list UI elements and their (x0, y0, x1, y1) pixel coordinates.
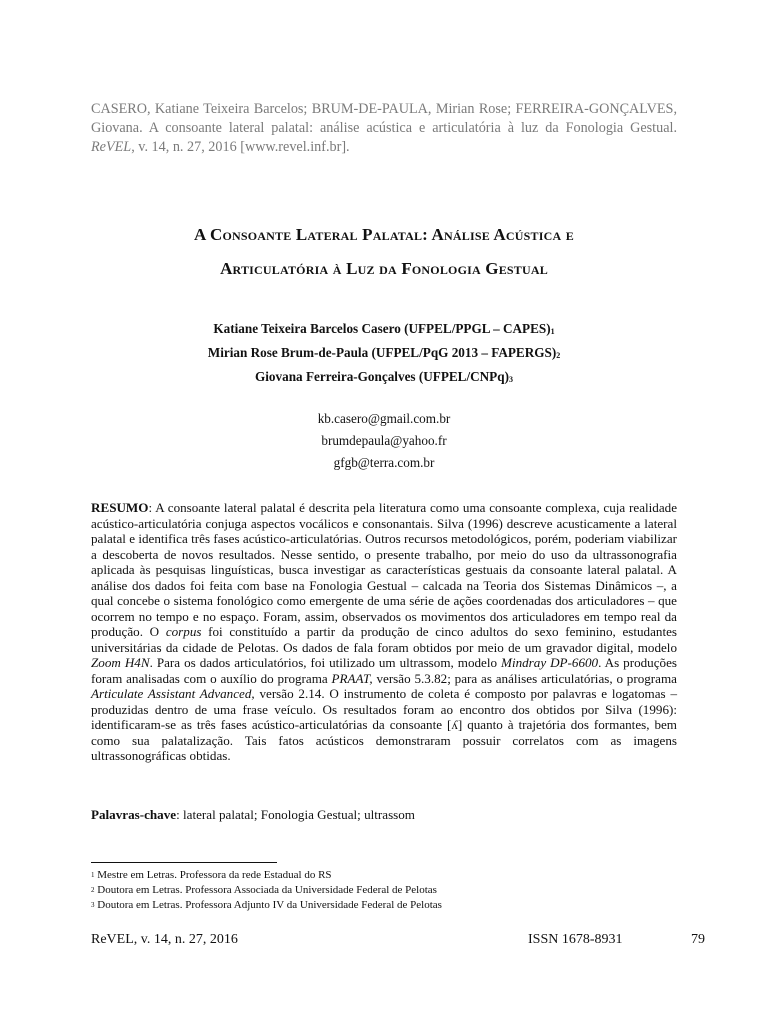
abstract-text-1: : A consoante lateral palatal é descrita pela literatura como uma consoante complexa, cuja realidade acústico-articulatória conjuga aspectos vocálicos e consonantais. Silva (1996) descreve acusticamente a lateral palatal e identifica três fases acústico-articulatórias. Outros recursos metodológicos, porém, poderiam viabilizar a descoberta de novos resultados. Nesse sentido, o presente trabalho, por meio do uso da ultrassonografia aplicada às pesquisas linguísticas, busca investigar as características gestuais da consoante lateral palatal. A análise dos dados foi feita com base na Fonologia Gestual – calcada na Teoria dos Sistemas Dinâmicos –, a qual concebe o sistema fonológico como emergente de uma série de ações coordenadas dos articuladores – que ocorrem no tempo e no espaço. Foram, assim, observados os movimentos dos articuladores em tempo real da produção. O (91, 500, 677, 639)
footer-issn: ISSN 1678-8931 (528, 932, 623, 947)
author-1-note: 1 (550, 327, 555, 336)
email-3[interactable]: gfgb@terra.com.br (333, 455, 435, 470)
abstract-mindray: Mindray DP-6600 (501, 655, 599, 670)
abstract-text-5: versão 5.3.82; para as análises articulatórias, o programa (372, 670, 677, 686)
email-list (60, 408, 708, 474)
abstract-text-4: . As produções foram analisadas com o auxílio do programa (91, 655, 677, 686)
abstract-text-2: foi constituído a partir da produção de cinco adultos do sexo feminino, estudantes universitárias da cidade de Pelotas. Os dados de fala foram obtidos por meio de um gravador digital, modelo (91, 624, 677, 655)
author-3-name: Giovana Ferreira-Gonçalves (UFPEL/CNPq) (255, 369, 509, 384)
abstract-praat: PRAAT, (331, 670, 373, 686)
footnote-1-number: 1 (91, 871, 95, 879)
author-3 (60, 366, 708, 390)
keywords-text: : lateral palatal; Fonologia Gestual; ultrassom (176, 807, 415, 822)
footnote-1 (91, 868, 677, 883)
footnote-divider (91, 862, 277, 863)
article-title (60, 218, 708, 286)
author-1-name: Katiane Teixeira Barcelos Casero (UFPEL/PPGL – CAPES) (213, 321, 551, 336)
author-2-name: Mirian Rose Brum-de-Paula (UFPEL/PqG 2013 – FAPERGS) (207, 345, 557, 360)
citation-details: , v. 14, n. 27, 2016 [www.revel.inf.br]. (131, 139, 350, 155)
citation-journal: ReVEL (91, 139, 132, 155)
email-2[interactable]: brumdepaula@yahoo.fr (321, 433, 447, 448)
footnote-3 (91, 898, 677, 913)
footnote-3-number: 3 (91, 901, 95, 909)
footnotes (91, 868, 677, 913)
keywords (91, 807, 677, 823)
title-line-1: A Consoante Lateral Palatal: Análise Acústica e (194, 225, 574, 244)
author-list (60, 318, 708, 390)
author-2-note: 2 (556, 351, 561, 360)
footnote-2-number: 2 (91, 886, 95, 894)
footnote-2 (91, 883, 677, 898)
page-number: 79 (691, 932, 705, 947)
footnote-1-text: Mestre em Letras. Professora da rede Estadual do RS (97, 869, 332, 881)
title-line-2: Articulatória à Luz da Fonologia Gestual (220, 259, 548, 278)
abstract (91, 500, 677, 764)
abstract-text-3: . Para os dados articulatórios, foi utilizado um ultrassom, modelo (149, 655, 502, 670)
email-1[interactable]: kb.casero@gmail.com.br (317, 411, 451, 426)
author-3-note: 3 (508, 375, 513, 384)
citation-authors: CASERO, Katiane Teixeira Barcelos; BRUM-DE-PAULA, Mirian Rose; FERREIRA-GONÇALVES, Giovana. (91, 101, 677, 136)
citation-article: A consoante lateral palatal: análise acústica e articulatória à luz da Fonologia Gestual. (148, 120, 677, 136)
author-1 (60, 318, 708, 342)
citation-header (91, 100, 677, 157)
abstract-zoom: Zoom H4N (91, 655, 150, 670)
abstract-corpus: corpus (165, 624, 202, 639)
abstract-aaa: Articulate Assistant Advanced, (91, 686, 255, 701)
abstract-text-6: versão 2.14. O instrumento de coleta é composto por palavras e logatomas – produzidas dentro de uma frase veículo. Os resultados foram ao encontro dos obtidos por Silva (1996): identificaram-se as três fases acústico-articulatórias da consoante [ʎ] quanto à trajetória dos formantes, bem como sua palatalização. Tais fatos acústicos demonstraram possuir correlatos com as imagens ultrassonográficas obtidas. (91, 686, 677, 763)
footnote-2-text: Doutora em Letras. Professora Associada da Universidade Federal de Pelotas (97, 884, 437, 896)
author-2 (60, 342, 708, 366)
keywords-label: Palavras-chave (91, 807, 177, 822)
footnote-3-text: Doutora em Letras. Professora Adjunto IV da Universidade Federal de Pelotas (97, 899, 442, 911)
footer-journal: ReVEL, v. 14, n. 27, 2016 (91, 932, 238, 947)
abstract-label: RESUMO (91, 500, 149, 515)
